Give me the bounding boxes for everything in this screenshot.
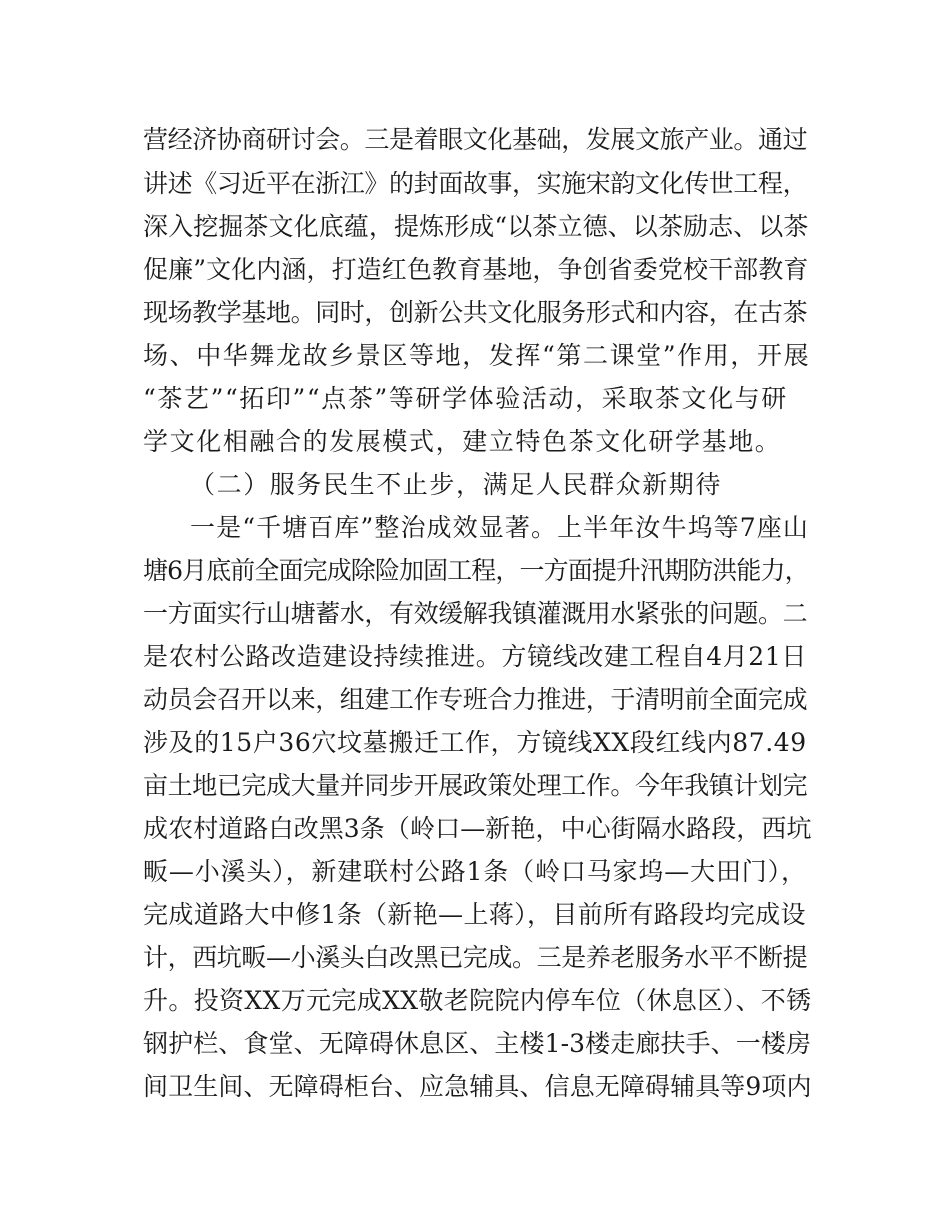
text-line: 畈—小溪头），新建联村公路1条（岭口马家坞—大田门）， xyxy=(143,857,807,886)
text-line: 场、中华舞龙故乡景区等地，发挥“第二课堂”作用，开展 xyxy=(143,341,811,370)
text-line: 促廉”文化内涵，打造红色教育基地，争创省委党校干部教育 xyxy=(143,255,809,284)
text-line: 是农村公路改造建设持续推进。方镜线改建工程自4月21日 xyxy=(143,642,807,671)
text-line: 塘6月底前全面完成除险加固工程，一方面提升汛期防洪能力， xyxy=(143,556,809,585)
text-line: 讲述《习近平在浙江》的封面故事，实施宋韵文化传世工程， xyxy=(143,169,808,198)
text-line: 学文化相融合的发展模式，建立特色茶文化研学基地。 xyxy=(143,427,782,456)
text-line: 涉及的15户36穴坟墓搬迁工作，方镜线XX段红线内87.49 xyxy=(143,728,807,757)
text-line: “茶艺”“拓印”“点茶”等研学体验活动，采取茶文化与研 xyxy=(143,384,788,413)
text-line: 动员会召开以来，组建工作专班合力推进，于清明前全面完成 xyxy=(143,685,808,714)
text-line: 一方面实行山塘蓄水，有效缓解我镇灌溉用水紧张的问题。二 xyxy=(143,599,808,628)
text-line: 成农村道路白改黑3条（岭口—新艳，中心街隔水路段，西坑 xyxy=(143,814,812,843)
text-line: 完成道路大中修1条（新艳—上蒋），目前所有路段均完成设 xyxy=(143,900,806,929)
text-line: 营经济协商研讨会。三是着眼文化基础，发展文旅产业。通过 xyxy=(143,125,808,154)
text-line: 深入挖掘茶文化底蕴，提炼形成“以茶立德、以茶励志、以茶 xyxy=(143,212,809,241)
text-line: 亩土地已完成大量并同步开展政策处理工作。今年我镇计划完 xyxy=(143,771,808,800)
paragraph-first-line: 一是“千塘百库”整治成效显著。上半年汝牛坞等7座山 xyxy=(190,513,809,542)
section-heading: （二）服务民生不止步，满足人民群众新期待 xyxy=(190,470,723,499)
text-line: 升。投资XX万元完成XX敬老院院内停车位（休息区）、不锈 xyxy=(143,986,812,1015)
text-line: 间卫生间、无障碍柜台、应急辅具、信息无障碍辅具等9项内 xyxy=(143,1072,812,1101)
text-line: 现场教学基地。同时，创新公共文化服务形式和内容，在古茶 xyxy=(143,298,808,327)
text-line: 计，西坑畈—小溪头白改黑已完成。三是养老服务水平不断提 xyxy=(143,943,808,972)
text-line: 钢护栏、食堂、无障碍休息区、主楼1-3楼走廊扶手、一楼房 xyxy=(143,1029,812,1058)
